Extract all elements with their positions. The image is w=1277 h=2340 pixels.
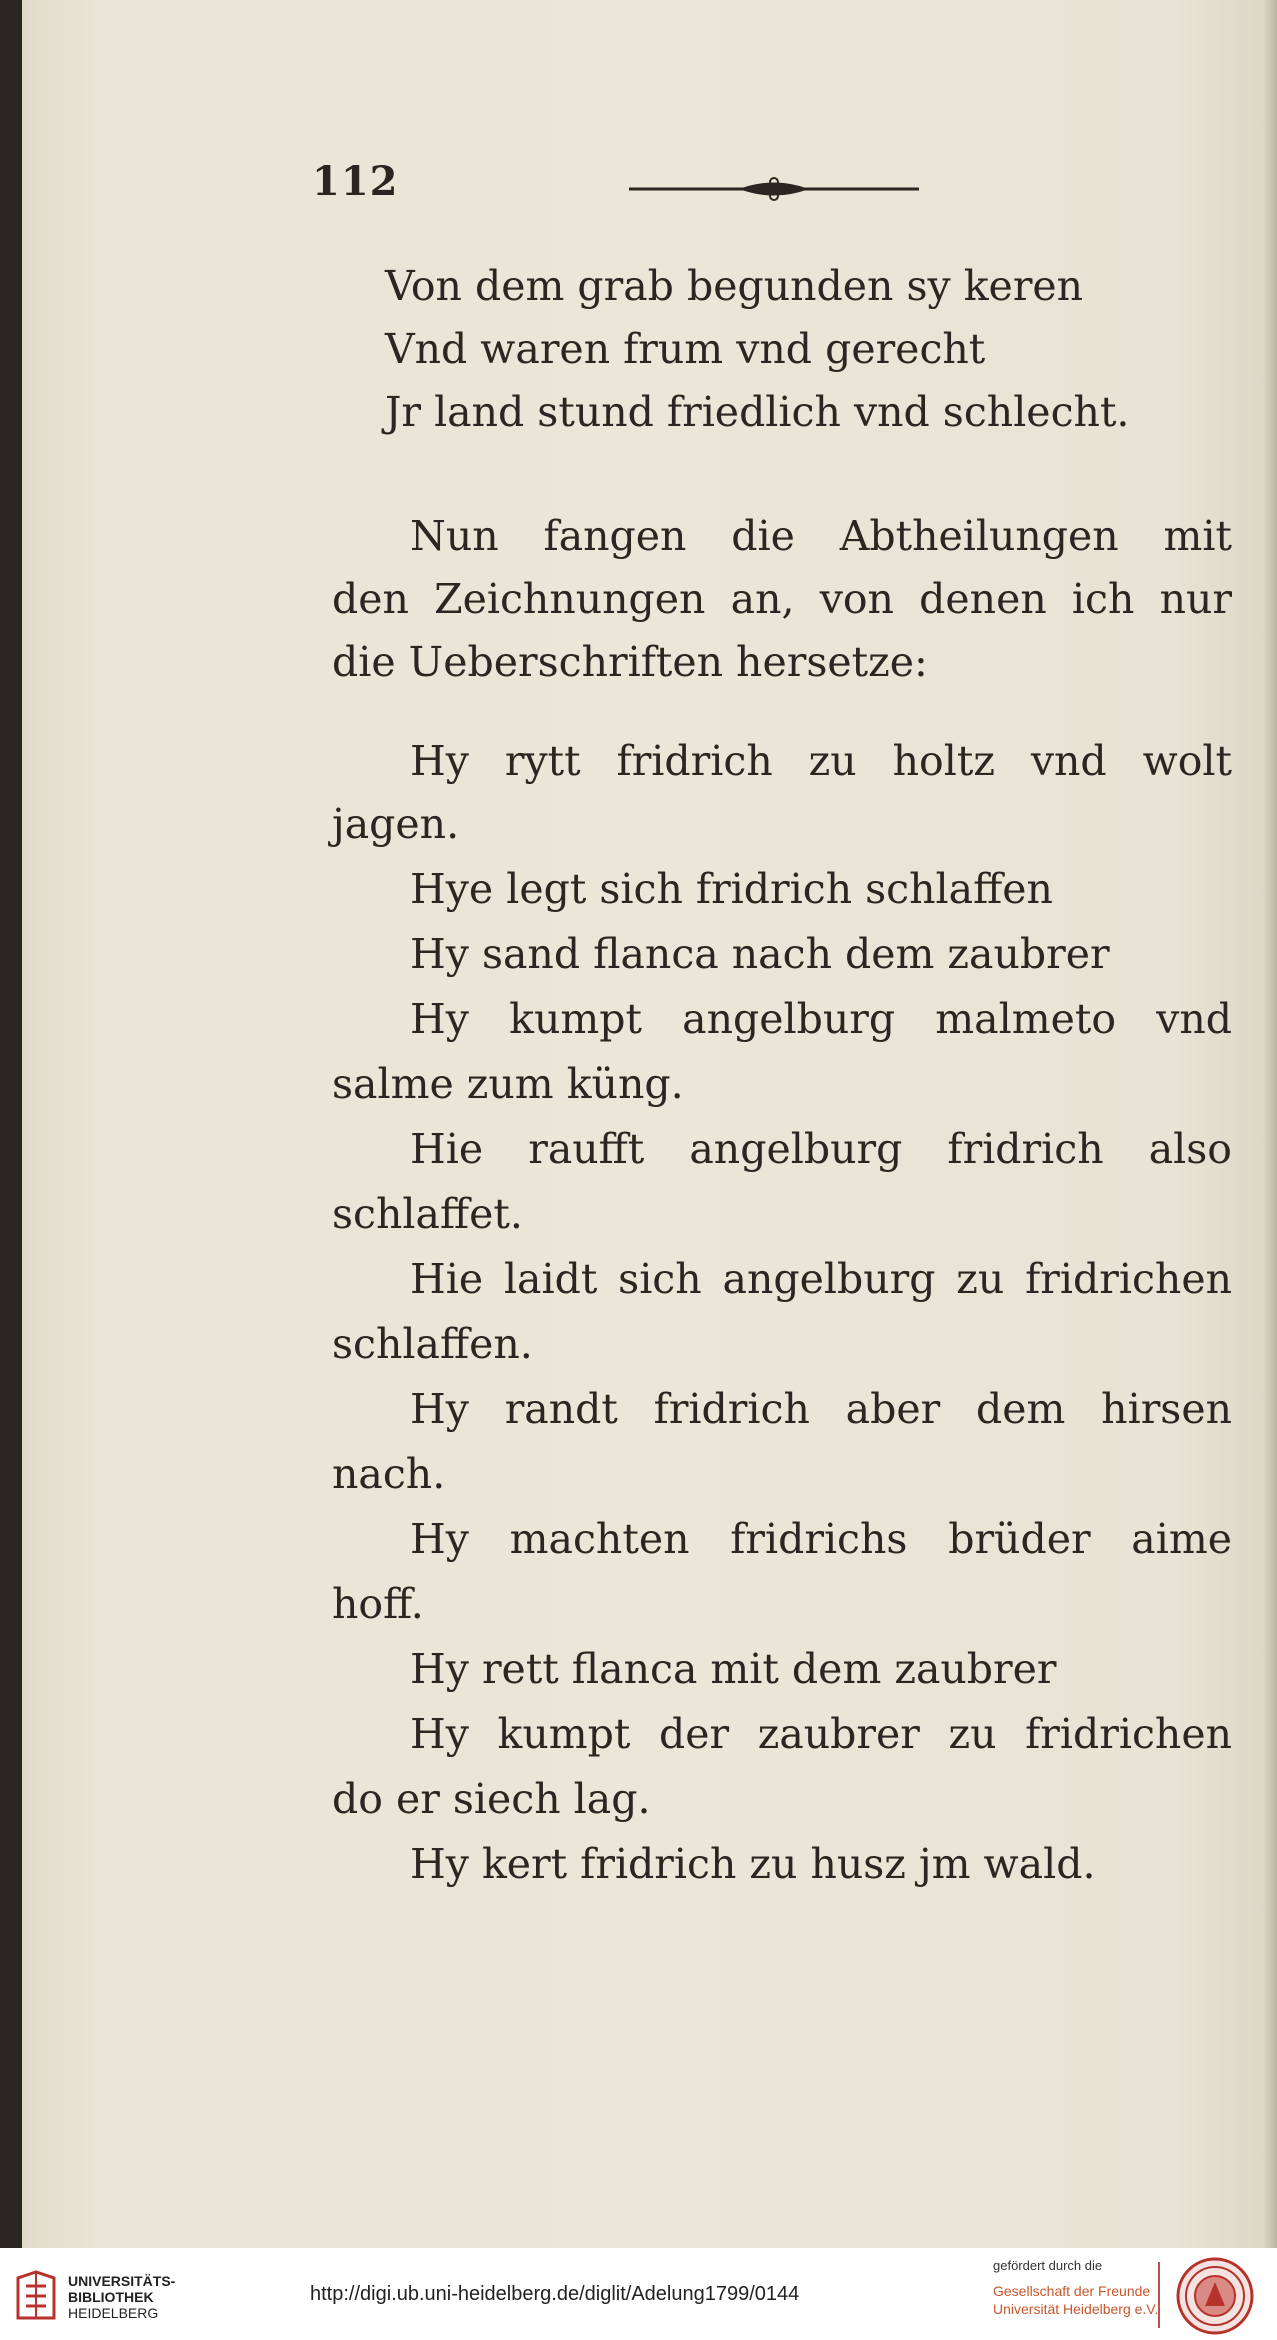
caption-line: Hy sand flanca nach dem zaubrer [410, 930, 1110, 978]
caption-line: Hy randt fridrich aber dem hirsen [410, 1385, 1232, 1433]
permalink-url[interactable]: http://digi.ub.uni-heidelberg.de/diglit/Adelung1799/0144 [310, 2283, 800, 2305]
caption-line: schlaffet. [332, 1190, 523, 1238]
caption-line: schlaffen. [332, 1320, 533, 1368]
ub-heidelberg-logo-icon[interactable] [12, 2268, 60, 2324]
paragraph-line: die Ueberschriften hersetze: [332, 638, 928, 686]
society-name[interactable]: Gesellschaft der Freunde Universität Heidelberg e.V. [993, 2283, 1159, 2317]
caption-line: Hie raufft angelburg fridrich also [410, 1125, 1232, 1173]
caption-line: Hy kumpt der zaubrer zu fridrichen [410, 1710, 1232, 1758]
verse-line: Jr land stund friedlich vnd schlecht. [385, 388, 1130, 436]
verse-line: Vnd waren frum vnd gerecht [385, 325, 986, 373]
caption-line: Hy kumpt angelburg malmeto vnd [410, 995, 1232, 1043]
ornament-rule-icon [629, 174, 919, 204]
verse-line: Von dem grab begunden sy keren [385, 262, 1084, 310]
caption-line: Hy rett flanca mit dem zaubrer [410, 1645, 1057, 1693]
caption-line: Hy kert fridrich zu husz jm wald. [410, 1840, 1096, 1888]
caption-line: salme zum küng. [332, 1060, 684, 1108]
book-page [22, 0, 1277, 2248]
caption-line: hoff. [332, 1580, 424, 1628]
paragraph-line: den Zeichnungen an, von denen ich nur [332, 575, 1232, 623]
divider [1158, 2262, 1160, 2328]
caption-line: Hye legt sich fridrich schlaffen [410, 865, 1053, 913]
funded-by-label: gefördert durch die [993, 2258, 1103, 2273]
footer-bar [0, 2248, 1277, 2340]
caption-line: do er siech lag. [332, 1775, 651, 1823]
paragraph-line: Nun fangen die Abtheilungen mit [410, 512, 1232, 560]
page-number: 112 [312, 158, 399, 205]
caption-line: Hie laidt sich angelburg zu fridrichen [410, 1255, 1232, 1303]
caption-line: Hy rytt fridrich zu holtz vnd wolt [410, 737, 1232, 785]
running-head [312, 158, 952, 208]
caption-line: nach. [332, 1450, 446, 1498]
caption-line: jagen. [332, 800, 460, 848]
library-name: UNIVERSITÄTS- BIBLIOTHEK HEIDELBERG [68, 2273, 176, 2321]
university-seal-icon[interactable] [1175, 2256, 1255, 2336]
caption-line: Hy machten fridrichs brüder aime [410, 1515, 1232, 1563]
